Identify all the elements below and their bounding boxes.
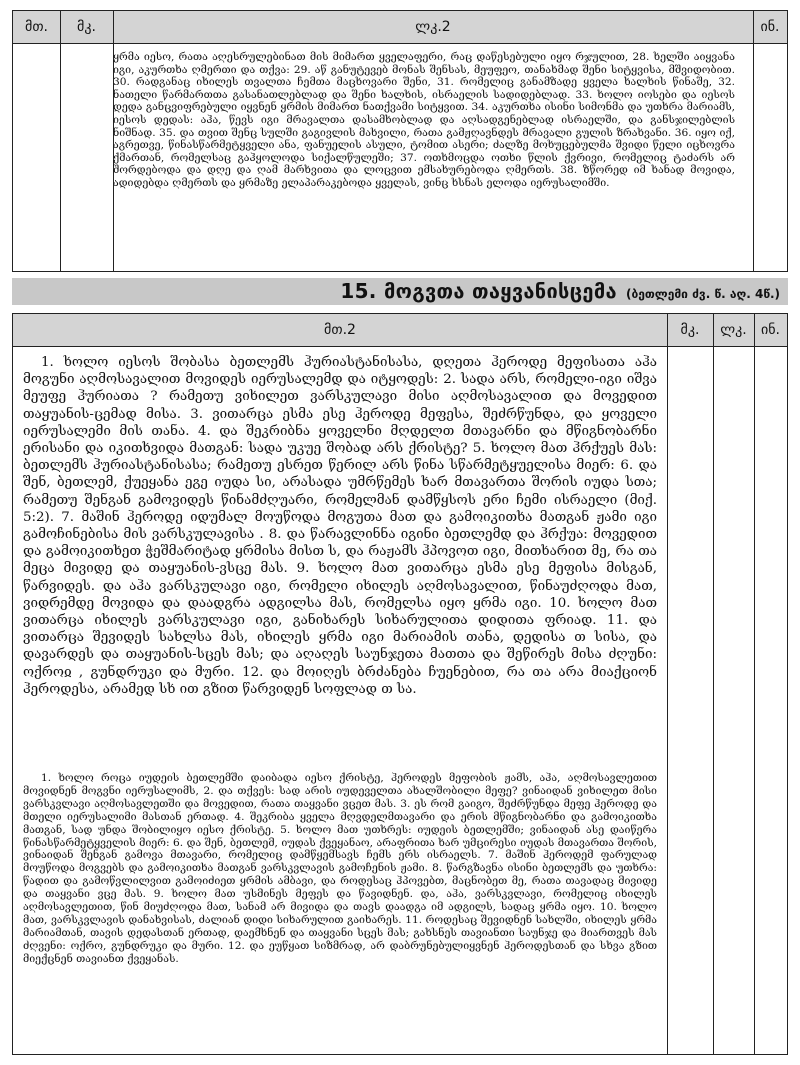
header-john: ინ. — [753, 11, 787, 44]
luke-passage-text: ყრმა იესო, რათა აღესრულებინათ მის მიმართ ყველაფერი, რაც დაწესებული იყო რჯულით, 28. ხელში აიყვანა იგი, აკურთხა ღმერთი და თქვა: 29. აწ განუტევებ მონას შენსას, მეუფეო, თანახმად შენი სიტყვისა, მშვიდობით. 30. რადგანაც იხილეს თვალთა ჩემთა მაცხოვარი შენი, 31. რომელიც განამზადე ყველა ხალხის წინაშე, 32. ნათელი წარმართთა გასანათლებლად და შენი ხალხის, ისრაელის სადიდებლად. 33. ხოლო იოსები და იესოს დედა განცვიფრებული იყვნენ ყრმის მიმართ ნათქვამი სიტყვით. 34. აკურთხა ისინი სიმონმა და უთხრა მარიამს, იესოს დედას: აჰა, წევს იგი მრავალთა დასამხობლად და აღსადგენებლად ისრაელში, და განსჯილებლის ნიშნად. 35. და თვით შენც სულში გაგივლის მახვილი, რათა გამჟღავნდეს მრავალი გულის ზრახვანი. 36. იყო იქ, აგრეთვე, წინასწარმეტყველი ანა, ფანუელის ასული, ტომით ასერი; ძალზე მოხუცებულმა შვიდი წელი იცხოვრა ქმართან, რომელსაც გაჰყოლოდა სიქალწულეში; 37. ოთხმოცდა ოთხი წლის ქვრივი, რომელიც ტაძარს არ შორდებოდა და დღე და ღამ მარხვითა და ლოცვით ემსახურებოდა ღმერთს. 38. ზწორედ იმ ხანად მოვიდა, ადიდებდა ღმერთს და ყრმაზე ელაპარაკებოდა ყველას, ვინც ხსნას ელოდა იერუსალიმში. — [113, 51, 735, 189]
main-parallel-table — [12, 313, 788, 1055]
header-mark: მკ. — [60, 11, 113, 44]
header-matthew-2: მთ.2 — [13, 314, 667, 347]
column-divider — [667, 314, 668, 1054]
section-title — [340, 279, 780, 303]
matthew-old-translation-text: 1. ხოლო იესოს შობასა ბეთლემს ჰურიასტანისასა, დღეთა ჰეროდე მეფისათა აჰა მოგუნი აღმოსავალით მოვიდეს იერუსალემდ და იტყოდეს: 2. სადა არს, რომელი-იგი იშვა მეუფე ჰურიათა ? რამეთუ ვიხილეთ ვარსკულავი მისი აღმოსავალით და მოვედით თაყუანის-ცემად მისა. 3. ვითარცა ესმა ესე ჰეროდე მეფესა, შეძრწუნდა, და ყოველი იერუსალემი მის თანა. 4. და შეკრიბნა ყოველნი მღდელთ მთავარნი და მწიგნობარნი ერისანი და იკითხვიდა მათგან: სადა უკუე შობად არს ქრისტე? 5. ხოლო მათ ჰრქუეს მას: ბეთლემს ჰურიასტანისასა; რამეთუ ესრეთ წერილ არს წინა სწარმეტყუელისა მიერ: 6. და შენ, ბეთლემ, ქუეყანა ეგე იუდა სი, არასადა უმრწემეს ხარ მთავართა შორის იუდა სთა; რამეთუ შენგან გამოვიდეს წინამძღუარი, რომელმან დამწყსოს ერი ჩემი ისრაელი (მიქ. 5:2). 7. მაშინ ჰეროდე იდუმალ მოუწოდა მოგუთა მათ და გამოიკითხა მათგან ჟამი იგი გამოჩინებისა მის ვარსკულავისა . 8. და წარავლინნა იგინი ბეთლემდ და ჰრქუა: მოვედით და გამოიკითხეთ ჭეშმარიტად ყრმისა მისთ ს, და რაჟამს ჰპოვოთ იგი, მითხარით მე, რა თა მეცა მივიდე და თაყუანის-ვსცე მას. 9. ხოლო მათ ვითარცა ესმა ესე მეფისა მისგან, წარვიდეს. და აჰა ვარსკულავი იგი, რომელი იხილეს აღმოსავალით, წინაუძღოდა მათ, ვიდრემდე მოვიდა და დაადგრა ადგილსა მას, რომელსა იყო ყრმა იგი. 10. ხოლო მათ ვითარცა იხილეს ვარსკულავი იგი, განიხარეს სიხარულითა დიდითა ფრიად. 11. და ვითარცა შევიდეს სახლსა მას, იხილეს ყრმა იგი მარიამის თანა, დედისა თ სისა, და დავარდეს და თაყუანის-სცეს მას; და აღაღეს საუნჯეთა მათთა და შეწირეს მისა ძღუნი: ოქროჲ , გუნდრუკი და მური. 12. და მოიღეს ბრძანება ჩუენებით, რა თა არა მიაქციონ ჰეროდესა, არამედ სხ ით გზით წარვიდენ სოფლად თ სა. — [23, 355, 657, 697]
column-divider — [60, 11, 61, 271]
section-title-band — [12, 278, 788, 305]
section-title-main: 15. მოგვთა თაყვანისცემა — [340, 279, 617, 303]
header-matthew: მთ. — [13, 11, 60, 44]
column-divider — [713, 314, 714, 1054]
section-title-reference: (ბეთლემი ძვ. წ. აღ. 4წ.) — [625, 287, 780, 301]
column-divider — [754, 314, 755, 1054]
column-divider — [753, 11, 754, 271]
header-mark: მკ. — [667, 314, 713, 347]
header-luke: ლკ.2 — [113, 11, 753, 44]
matthew-modern-translation-text: 1. ხოლო როცა იუდეის ბეთლემში დაიბადა იესო ქრისტე, ჰეროდეს მეფობის ჟამს, აჰა, აღმოსავლეთით მოვიდნენ მოგვნი იერუსალიმს, 2. და თქვეს: სად არის იუდეველთა ახალშობილი მეფე? ვინაიდან ვიხილეთ მისი ვარსკვლავი აღმოსავლეთში და მოვედით, რათა თაყვანი ვცეთ მას. 3. ეს რომ გაიგო, შეძრწუნდა მეფე ჰეროდე და მთელი იერუსალიმი მასთან ერთად. 4. შეკრიბა ყველა მღვდელმთავარი და ერის მწიგნობარნი და გამოიკითხა მათგან, სად უნდა შობილიყო იესო ქრისტე. 5. ხოლო მათ უთხრეს: იუდეის ბეთლემში; ვინაიდან ასე დაიწერა წინასწარმეტყველის მიერ: 6. და შენ, ბეთლემ, იუდას ქვეყანაო, არაფრითა ხარ უმცირესი იუდას მთავართა შორის, ვინაიდან შენგან გამოვა მთავარი, რომელიც დამწყემსავს ჩემს ერს ისრაელს. 7. მაშინ ჰეროდემ ფარულად მოუწოდა მოგვებს და გამოიკითხა მათგან ვარსკვლავის გამოჩენის ჟამი. 8. წარგზავნა ისინი ბეთლემს და უთხრა: წადით და გამოწვლილვით გამოიძიეთ ყრმის ამბავი, და როდესაც ჰპოვებთ, მაცნობეთ მე, რათა თავადაც მივიდე და თაყვანი ვცე მას. 9. ხოლო მათ უსმინეს მეფეს და წავიდნენ. და, აჰა, ვარსკვლავი, რომელიც იხილეს აღმოსავლეთით, წინ მიუძღოდა მათ, სანამ არ მივიდა და თავს დაადგა იმ ადგილს, სადაც ყრმა იყო. 10. ხოლო მათ, ვარსკვლავის დანახვისას, ძალიან დიდი სიხარულით გაიხარეს. 11. როდესაც შევიდნენ სახლში, იხილეს ყრმა მარიამთან, თავის დედასთან ერთად, დაემხნენ და თაყვანი სცეს მას; გახსნეს თავიანთი საუნჯე და მიართვეს მას ძღვენი: ოქრო, გუნდრუკი და მური. 12. და ეუწყათ სიზმრად, არ დაბრუნებულიყვნენ ჰეროდესთან და სხვა გზით მიექცნენ თავიანთ ქვეყანას. — [23, 772, 657, 965]
header-john: ინ. — [754, 314, 787, 347]
top-parallel-table — [12, 10, 788, 272]
header-luke: ლკ. — [713, 314, 754, 347]
